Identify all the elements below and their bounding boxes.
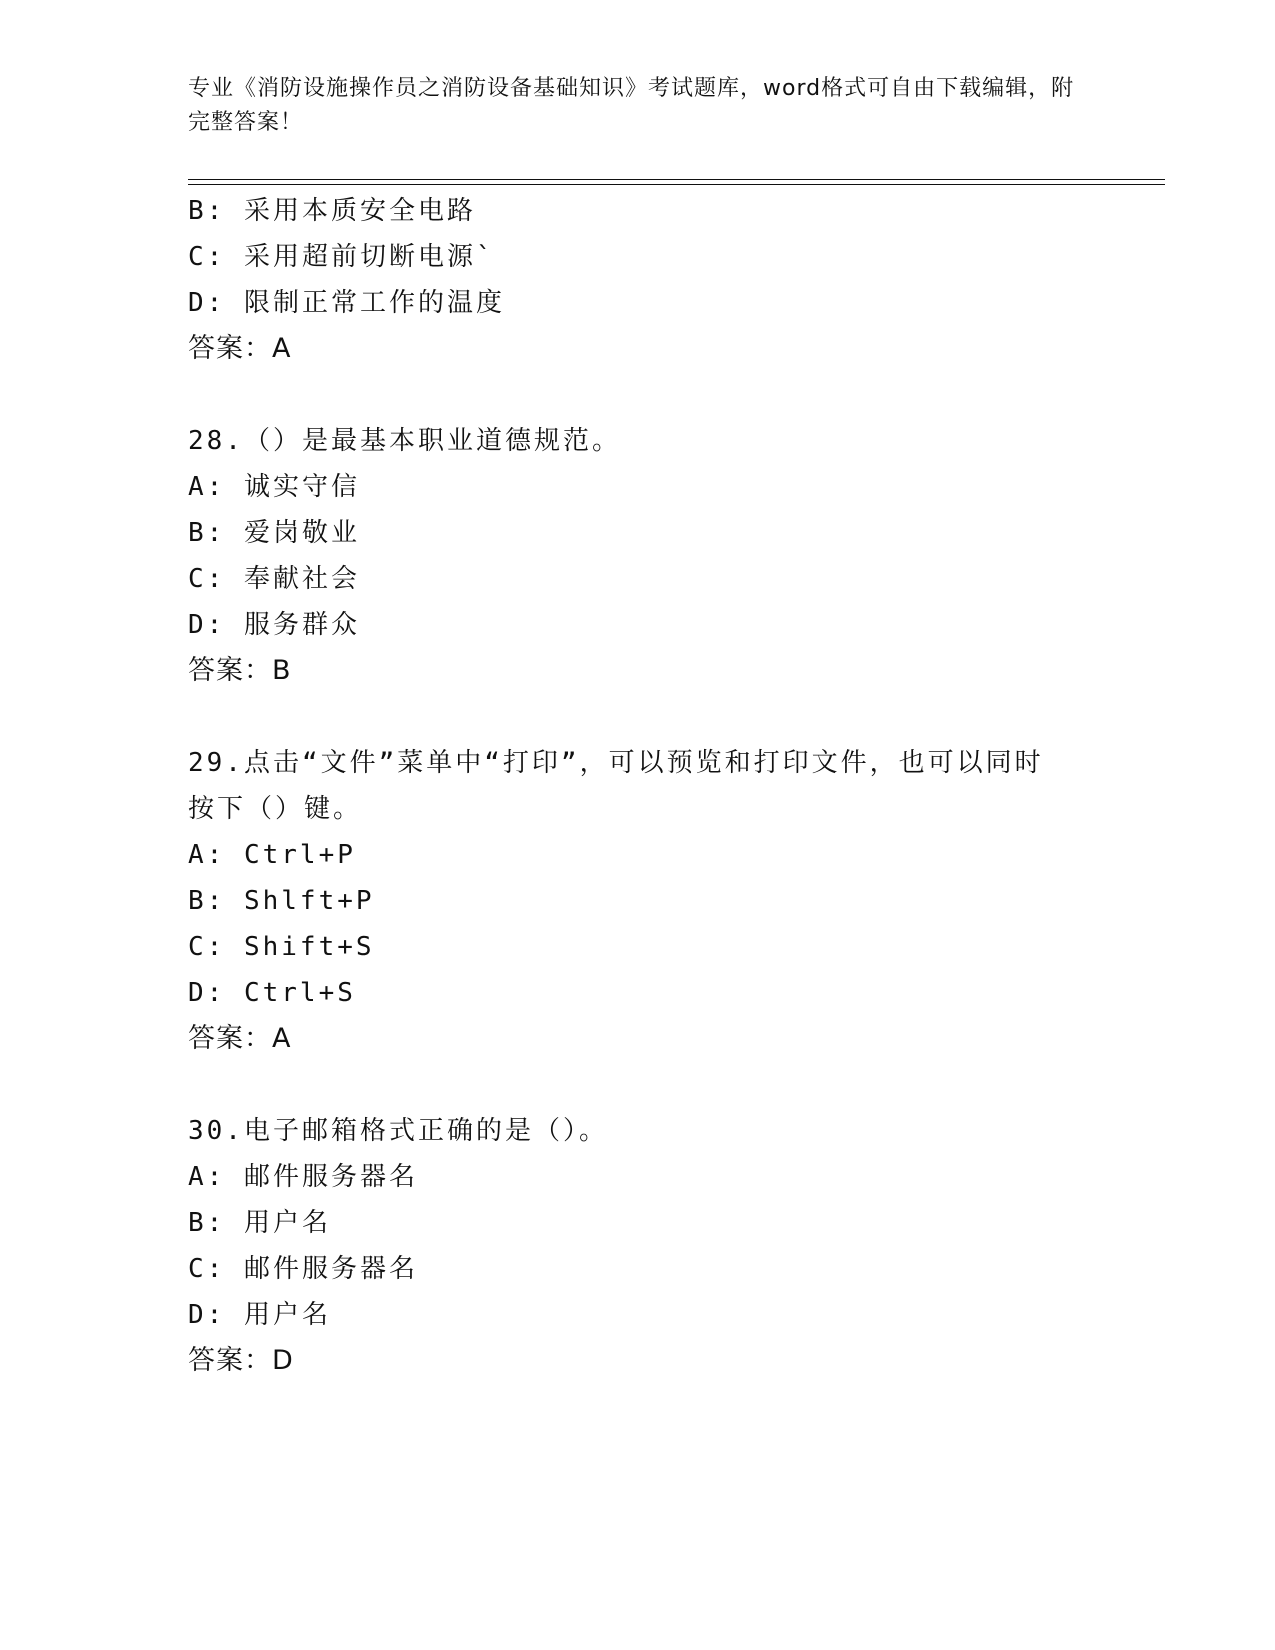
question-block-29 — [188, 740, 1088, 1062]
option-d: D: Ctrl+S — [188, 978, 356, 1008]
option-a: A: 诚实守信 — [188, 472, 360, 502]
document-body — [188, 188, 1088, 1384]
answer: 答案：A — [188, 333, 292, 364]
spacer — [188, 1062, 1088, 1108]
question-block-30 — [188, 1108, 1088, 1384]
option-c: C: Shift+S — [188, 932, 375, 962]
option-a: A: 邮件服务器名 — [188, 1162, 418, 1192]
question-text: 30.电子邮箱格式正确的是（）。 — [188, 1116, 608, 1146]
option-c: C: 奉献社会 — [188, 564, 360, 594]
question-text-line-2: 按下（）键。 — [188, 794, 363, 824]
question-block-28 — [188, 418, 1088, 694]
answer: 答案：D — [188, 1345, 294, 1376]
question-block-27 — [188, 188, 1088, 372]
option-d: D: 限制正常工作的温度 — [188, 288, 505, 318]
header-text: 专业《消防设施操作员之消防设备基础知识》考试题库，word格式可自由下载编辑，附完整答案！ — [188, 76, 1075, 135]
option-b: B: 爱岗敬业 — [188, 518, 360, 548]
option-b: B: 采用本质安全电路 — [188, 196, 476, 226]
question-text-line-1: 29.点击“文件”菜单中“打印”，可以预览和打印文件，也可以同时 — [188, 748, 1044, 778]
option-c: C: 采用超前切断电源` — [188, 242, 495, 272]
option-c: C: 邮件服务器名 — [188, 1254, 418, 1284]
option-d: D: 用户名 — [188, 1300, 331, 1330]
header-divider-top — [188, 179, 1165, 180]
document-header — [188, 72, 1078, 140]
spacer — [188, 372, 1088, 418]
header-divider-bottom — [188, 184, 1165, 185]
answer: 答案：B — [188, 655, 292, 686]
answer: 答案：A — [188, 1023, 292, 1054]
option-b: B: 用户名 — [188, 1208, 331, 1238]
option-d: D: 服务群众 — [188, 610, 360, 640]
option-b: B: Shlft+P — [188, 886, 375, 916]
question-text: 28.（）是最基本职业道德规范。 — [188, 426, 621, 456]
option-a: A: Ctrl+P — [188, 840, 356, 870]
spacer — [188, 694, 1088, 740]
